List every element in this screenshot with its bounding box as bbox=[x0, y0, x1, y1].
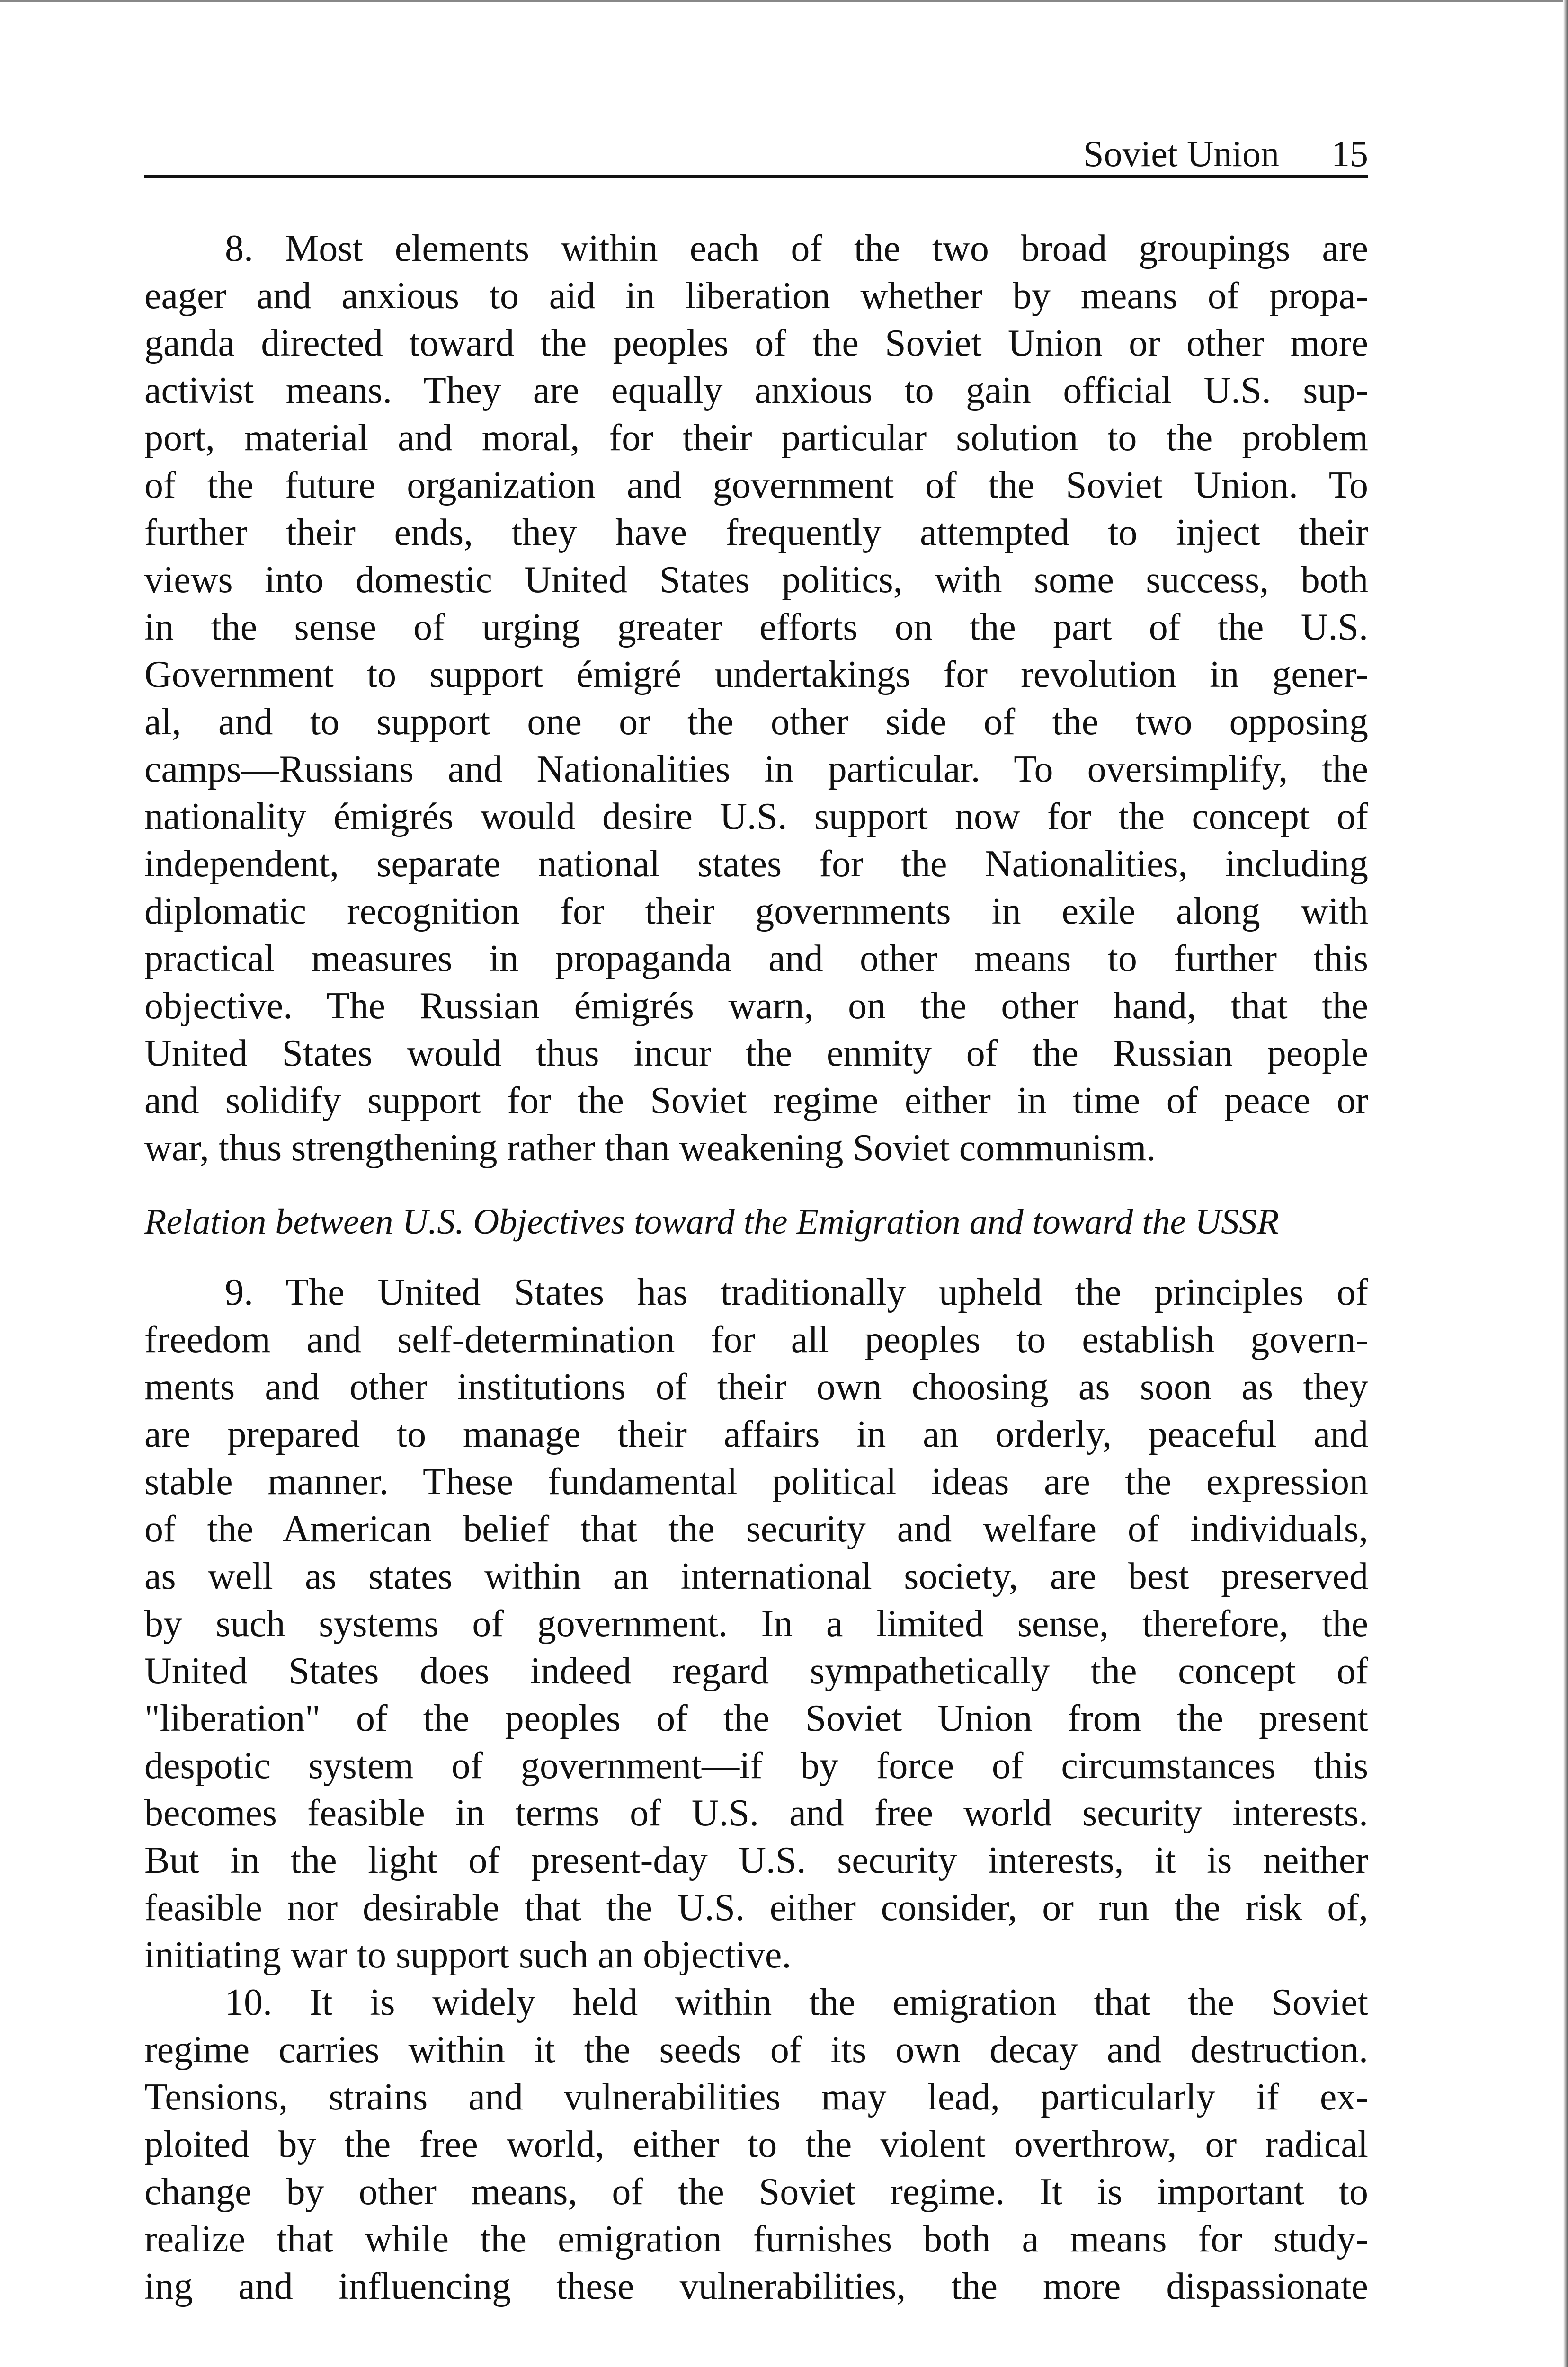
text-line: camps—Russians and Nationalities in particular. To oversimplify, the bbox=[144, 748, 1368, 790]
text-line: But in the light of present-day U.S. security interests, it is neither bbox=[144, 1840, 1368, 1881]
text-line: ments and other institutions of their own choosing as soon as they bbox=[144, 1366, 1368, 1408]
text-line: of the future organization and government of the Soviet Union. To bbox=[144, 464, 1368, 506]
text-line: eager and anxious to aid in liberation whether by means of propa- bbox=[144, 275, 1368, 317]
text-line: becomes feasible in terms of U.S. and free world security interests. bbox=[144, 1792, 1368, 1834]
text-line: independent, separate national states for the Nationalities, including bbox=[144, 843, 1368, 885]
text-line: as well as states within an international society, are best preserved bbox=[144, 1556, 1368, 1597]
text-line: ganda directed toward the peoples of the Soviet Union or other more bbox=[144, 322, 1368, 364]
page-right-edge bbox=[1563, 0, 1568, 2367]
text-line: port, material and moral, for their particular solution to the problem bbox=[144, 417, 1368, 459]
text-line: change by other means, of the Soviet regime. It is important to bbox=[144, 2171, 1368, 2213]
text-line: regime carries within it the seeds of its own decay and destruction. bbox=[144, 2029, 1368, 2071]
text-line: views into domestic United States politics, with some success, both bbox=[144, 559, 1368, 601]
text-line: ing and influencing these vulnerabilities, the more dispassionate bbox=[144, 2266, 1368, 2307]
text-line: realize that while the emigration furnishes both a means for study- bbox=[144, 2218, 1368, 2260]
paragraph-10 bbox=[144, 1979, 1368, 2310]
text-line: initiating war to support such an objective. bbox=[144, 1934, 792, 1976]
paragraph-9-10 bbox=[144, 1269, 1368, 2310]
text-line: 8. Most elements within each of the two broad groupings are bbox=[225, 228, 1368, 269]
text-line: Government to support émigré undertakings for revolution in gener- bbox=[144, 654, 1368, 695]
page-top-edge bbox=[0, 0, 1568, 2]
text-line: United States would thus incur the enmity of the Russian people bbox=[144, 1032, 1368, 1074]
text-line: 10. It is widely held within the emigration that the Soviet bbox=[225, 1982, 1368, 2023]
text-line: nationality émigrés would desire U.S. support now for the concept of bbox=[144, 796, 1368, 837]
text-line: activist means. They are equally anxious to gain official U.S. sup- bbox=[144, 370, 1368, 411]
text-line: practical measures in propaganda and other means to further this bbox=[144, 938, 1368, 979]
text-line: 9. The United States has traditionally upheld the principles of bbox=[225, 1272, 1368, 1313]
running-head-title: Soviet Union bbox=[1083, 133, 1279, 174]
paragraph-9 bbox=[144, 1269, 1368, 1979]
text-line: objective. The Russian émigrés warn, on the other hand, that the bbox=[144, 985, 1368, 1027]
page-number: 15 bbox=[1331, 133, 1368, 174]
text-line: by such systems of government. In a limited sense, therefore, the bbox=[144, 1603, 1368, 1645]
text-line: war, thus strengthening rather than weakening Soviet communism. bbox=[144, 1127, 1156, 1169]
paragraph-8 bbox=[144, 225, 1368, 1172]
section-heading: Relation between U.S. Objectives toward the Emigration and toward the USSR bbox=[144, 1202, 1279, 1242]
text-line: stable manner. These fundamental political ideas are the expression bbox=[144, 1461, 1368, 1503]
text-line: United States does indeed regard sympathetically the concept of bbox=[144, 1650, 1368, 1692]
text-line: in the sense of urging greater efforts on the part of the U.S. bbox=[144, 606, 1368, 648]
running-head bbox=[144, 135, 1368, 173]
text-line: and solidify support for the Soviet regime either in time of peace or bbox=[144, 1080, 1368, 1121]
header-rule bbox=[144, 175, 1368, 178]
text-line: of the American belief that the security and welfare of individuals, bbox=[144, 1508, 1368, 1550]
text-line: further their ends, they have frequently attempted to inject their bbox=[144, 512, 1368, 553]
text-line: are prepared to manage their affairs in an orderly, peaceful and bbox=[144, 1414, 1368, 1455]
text-line: al, and to support one or the other side of the two opposing bbox=[144, 701, 1368, 743]
text-line: ploited by the free world, either to the violent overthrow, or radical bbox=[144, 2124, 1368, 2165]
text-line: Tensions, strains and vulnerabilities may lead, particularly if ex- bbox=[144, 2076, 1368, 2118]
text-line: feasible nor desirable that the U.S. either consider, or run the risk of, bbox=[144, 1887, 1368, 1929]
text-line: diplomatic recognition for their governments in exile along with bbox=[144, 890, 1368, 932]
text-line: "liberation" of the peoples of the Soviet Union from the present bbox=[144, 1698, 1368, 1739]
text-line: freedom and self-determination for all peoples to establish govern- bbox=[144, 1319, 1368, 1361]
text-line: despotic system of government—if by force of circumstances this bbox=[144, 1745, 1368, 1787]
